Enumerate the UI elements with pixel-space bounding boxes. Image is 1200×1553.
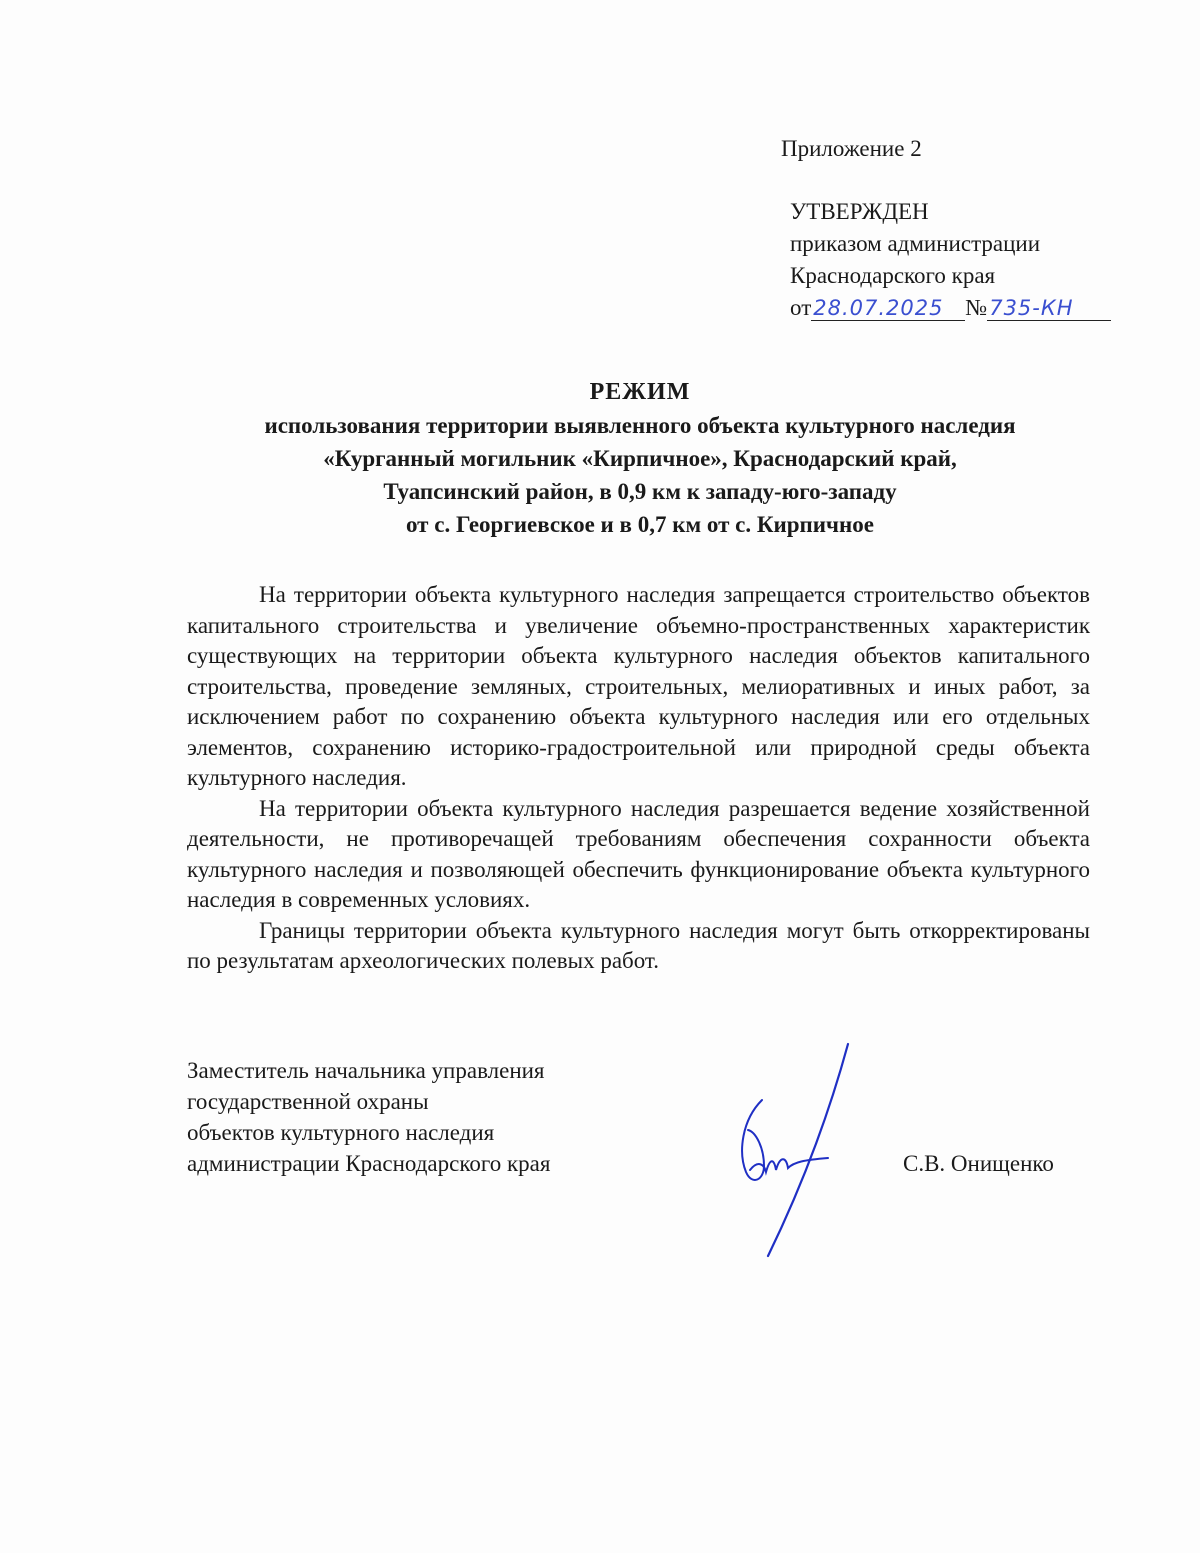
position-line-3: объектов культурного наследия xyxy=(187,1120,495,1145)
date-field xyxy=(811,296,965,321)
date-prefix: от xyxy=(790,295,812,320)
number-prefix: № xyxy=(965,295,988,320)
signatory-name: С.В. Онищенко xyxy=(903,1151,1054,1176)
position-line-2: государственной охраны xyxy=(187,1089,429,1114)
annex-label: Приложение 2 xyxy=(781,136,922,161)
handwritten-date: 28.07.2025 xyxy=(813,296,944,320)
paragraph-boundaries: Границы территории объекта культурного наследия могут быть откорректированы по результатам археологических полевых работ. xyxy=(187,917,1090,973)
date-number-line xyxy=(790,292,1111,324)
title-line-2: «Курганный могильник «Кирпичное», Краснодарский край, xyxy=(323,446,957,471)
signatory-position xyxy=(187,1055,550,1179)
approved-label: УТВЕРЖДЕН xyxy=(790,199,929,224)
title-main: РЕЖИМ xyxy=(589,379,691,405)
approval-details xyxy=(790,196,1111,324)
paragraph-prohibitions: На территории объекта культурного наследия запрещается строительство объектов капитального строительства и увеличение объемно-пространственных характеристик существующих на территории объекта культурного наследия объектов капитального строительства, проведение земляных, строительных, мелиоративных и иных работ, за исключением работ по сохранению объекта культурного наследия или его отдельных элементов, сохранению историко-градостроительной или природной среды объекта культурного наследия. xyxy=(187,582,1090,790)
document-title xyxy=(140,376,1140,541)
region-label: Краснодарского края xyxy=(790,263,996,288)
title-line-4: от с. Георгиевское и в 0,7 км от с. Кирпичное xyxy=(405,512,874,537)
handwritten-signature xyxy=(720,1040,850,1260)
title-line-1: использования территории выявленного объекта культурного наследия xyxy=(264,413,1016,438)
approval-stamp-block xyxy=(781,133,1074,320)
position-line-1: Заместитель начальника управления xyxy=(187,1058,545,1083)
title-line-3: Туапсинский район, в 0,9 км к западу-юго-западу xyxy=(383,479,897,504)
number-field xyxy=(987,296,1111,321)
position-line-4: администрации Краснодарского края xyxy=(187,1151,551,1176)
document-body xyxy=(187,580,1090,977)
order-label: приказом администрации xyxy=(790,231,1041,256)
handwritten-number: 735-КН xyxy=(989,296,1074,320)
paragraph-permissions: На территории объекта культурного наследия разрешается ведение хозяйственной деятельности, не противоречащей требованиям обеспечения сохранности объекта культурного наследия и позволяющей обеспечить функционирование объекта культурного наследия в современных условиях. xyxy=(187,795,1090,912)
